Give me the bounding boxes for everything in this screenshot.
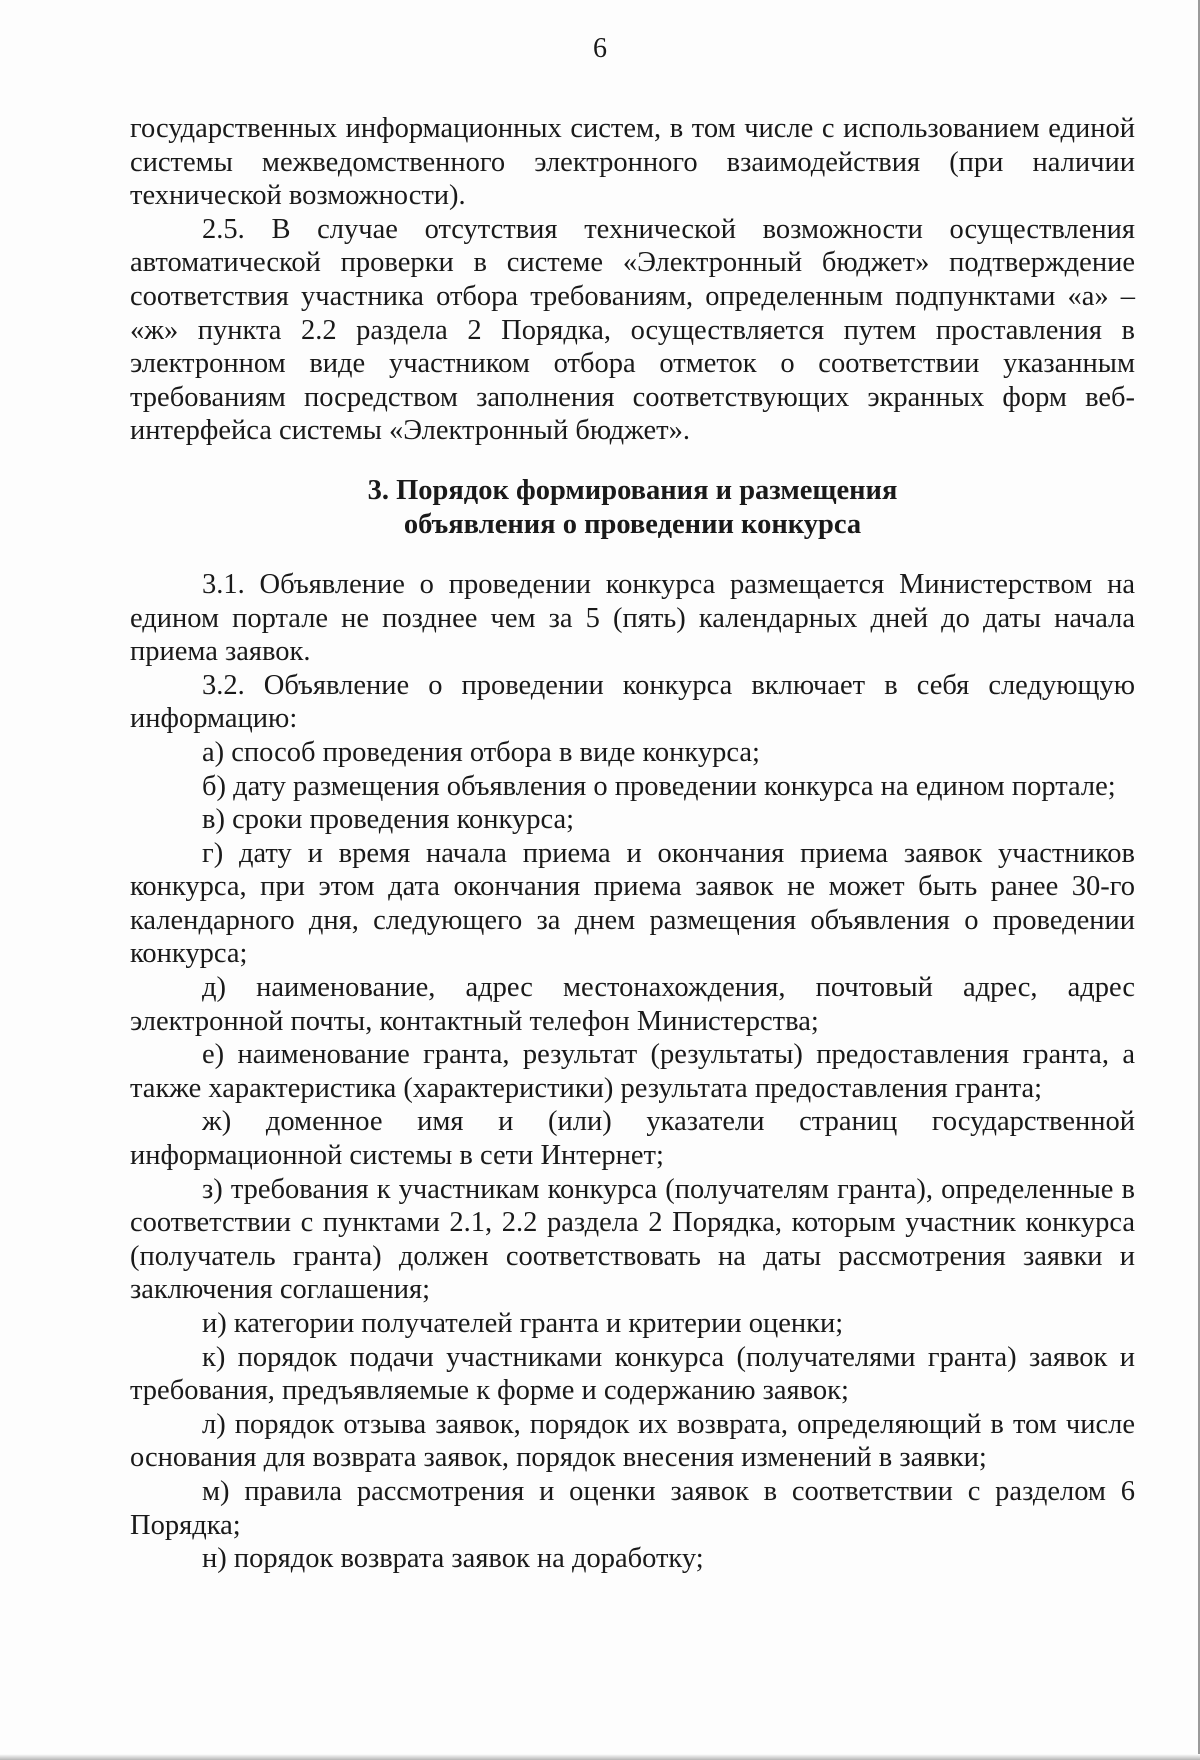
section-3-heading <box>130 474 1135 542</box>
section-3-heading-line-2: объявления о проведении конкурса <box>403 508 862 540</box>
list-item-a: а) способ проведения отбора в виде конкурса; <box>202 736 760 768</box>
list-item-k: к) порядок подачи участниками конкурса (получателями гранта) заявок и требования, предъявляемые к форме и содержанию заявок; <box>130 1341 1135 1407</box>
list-item-n: н) порядок возврата заявок на доработку; <box>202 1543 704 1575</box>
list-item-l: л) порядок отзыва заявок, порядок их возврата, определяющий в том числе основания для возврата заявок, порядок внесения изменений в заявки; <box>130 1408 1135 1474</box>
list-item-i: и) категории получателей гранта и критерии оценки; <box>202 1308 844 1339</box>
list-item-zh: ж) доменное имя и (или) указатели страниц государственной информационной системы в сети Интернет; <box>130 1106 1135 1172</box>
paragraph-2-5: 2.5. В случае отсутствия технической возможности осуществления автоматической проверки в системе «Электронный бюджет» подтверждение соответствия участника отбора требованиям, определенным подпунктами «а» – «ж» пункта 2.2 раздела 2 Порядка, осуществляется путем проставления в электронном виде участником отбора отметок о соответствии указанным требованиям посредством заполнения соответствующих экранных форм веб-интерфейса системы «Электронный бюджет». <box>130 213 1135 447</box>
list-item-b: б) дату размещения объявления о проведении конкурса на едином портале; <box>202 770 1116 802</box>
paragraph-3-1: 3.1. Объявление о проведении конкурса размещается Министерством на едином портале не позднее чем за 5 (пять) календарных дней до даты начала приема заявок. <box>130 568 1135 668</box>
list-item-z: з) требования к участникам конкурса (получателям гранта), определенные в соответствии с пунктами 2.1, 2.2 раздела 2 Порядка, которым участник конкурса (получатель гранта) должен соответствовать на даты рассмотрения заявки и заключения соглашения; <box>130 1173 1135 1306</box>
continuation-paragraph: государственных информационных систем, в том числе с использованием единой системы межведомственного электронного взаимодействия (при наличии технической возможности). <box>130 113 1135 212</box>
page-body <box>130 112 1135 1576</box>
section-3-heading-line-1: 3. Порядок формирования и размещения <box>367 474 898 506</box>
list-item-g: г) дату и время начала приема и окончания приема заявок участников конкурса, при этом дата окончания приема заявок не может быть ранее 30-го календарного дня, следующего за днем размещения объявления о проведении конкурса; <box>130 837 1135 970</box>
page-number: 6 <box>593 33 607 64</box>
paragraph-3-2: 3.2. Объявление о проведении конкурса включает в себя следующую информацию: <box>130 669 1135 735</box>
list-item-e: е) наименование гранта, результат (результаты) предоставления гранта, а также характеристика (характеристики) результата предоставления гранта; <box>130 1039 1135 1104</box>
list-item-d: д) наименование, адрес местонахождения, почтовый адрес, адрес электронной почты, контактный телефон Министерства; <box>130 972 1135 1037</box>
list-item-m: м) правила рассмотрения и оценки заявок в соответствии с разделом 6 Порядка; <box>130 1475 1135 1541</box>
list-item-v: в) сроки проведения конкурса; <box>202 804 575 836</box>
page-bottom-edge <box>0 1754 1200 1760</box>
